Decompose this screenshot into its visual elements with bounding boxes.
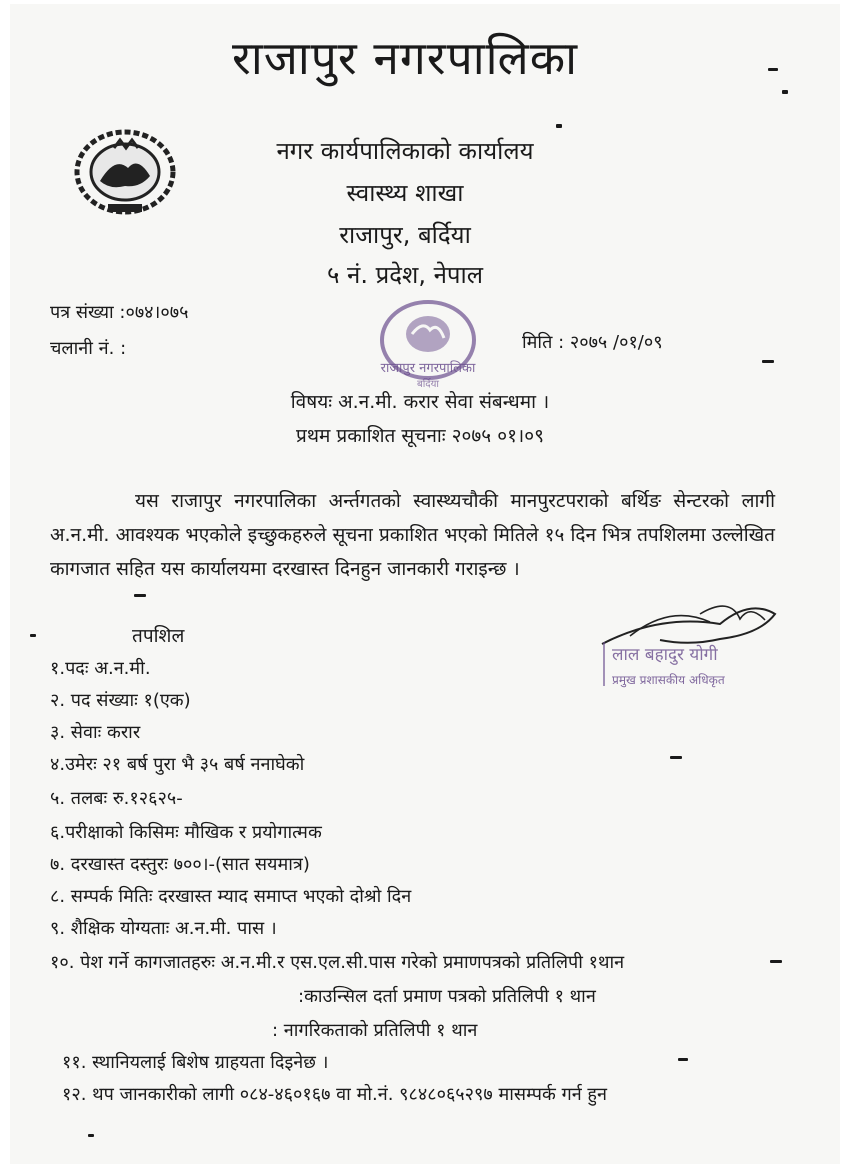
scan-speck [770, 960, 782, 963]
detail-item-continued: : नागरिकताको प्रतिलिपी १ थान [272, 1020, 478, 1041]
detail-item: ६.परीक्षाको किसिमः मौखिक र प्रयोगात्मक [50, 822, 322, 843]
signature-scribble-icon [602, 608, 775, 644]
dispatch-number: चलानी नं. : [50, 338, 127, 359]
stamp-text: राजापुर नगरपालिका [380, 361, 476, 376]
office-line: राजापुर, बर्दिया [339, 221, 471, 249]
notice-paragraph: यस राजापुर नगरपालिका अर्न्तगतको स्वास्थ्यचौकी मानपुरटपराको बर्थिङ सेन्टरको लागी अ.न.मी. आवश्यक भएकोले इच्छुकहरुले सूचना प्रकाशित भएको मितिले १५ दिन भित्र तपशिलमा उल्लेखित कागजात सहित यस कार्यालयमा दरखास्त दिनहुन जानकारी गराइन्छ । [50, 490, 775, 580]
detail-item: ११. स्थानियलाई बिशेष ग्राहयता दिइनेछ । [62, 1052, 329, 1073]
office-stamp-icon [368, 294, 488, 394]
stamp-subtext: बर्दिया [417, 379, 439, 390]
office-line: ५ नं. प्रदेश, नेपाल [326, 261, 484, 289]
details-heading: तपशिल [132, 625, 185, 647]
letter-date: मिति : २०७५ /०१/०९ [522, 332, 663, 353]
detail-item: ८. सम्पर्क मितिः दरखास्त म्याद समाप्त भएको दोश्रो दिन [50, 886, 412, 907]
detail-item: १.पदः अ.न.मी. [50, 658, 151, 679]
municipality-title: राजापुर नगरपालिका [232, 31, 578, 85]
detail-item: ३. सेवाः करार [50, 722, 141, 743]
detail-item: ४.उमेरः २१ बर्ष पुरा भै ३५ बर्ष ननाघेको [50, 754, 305, 775]
detail-item-continued: :काउन्सिल दर्ता प्रमाण पत्रको प्रतिलिपी १ थान [298, 986, 596, 1007]
scan-speck [678, 1058, 688, 1061]
scan-speck [670, 756, 682, 759]
signatory-designation: प्रमुख प्रशासकीय अधिकृत [612, 673, 725, 687]
detail-item: २. पद संख्याः १(एक) [50, 690, 191, 711]
signature-stamp [600, 594, 790, 706]
scan-speck [762, 360, 774, 363]
scan-speck [556, 124, 562, 128]
detail-item: ७. दरखास्त दस्तुरः ७००।-(सात सयमात्र) [50, 854, 310, 875]
signatory-name: लाल बहादुर योगी [612, 645, 718, 665]
document-page [10, 4, 840, 1164]
detail-item: १२. थप जानकारीको लागी ०८४-४६०१६७ वा मो.नं. ९८४८०६५२९७ मासम्पर्क गर्न हुन [62, 1084, 607, 1105]
scan-speck [768, 68, 778, 71]
detail-item: १०. पेश गर्ने कागजातहरुः अ.न.मी.र एस.एल.सी.पास गरेको प्रमाणपत्रको प्रतिलिपी १थान [50, 952, 625, 973]
office-line: नगर कार्यपालिकाको कार्यालय [276, 137, 534, 165]
scan-speck [30, 634, 36, 637]
office-line: स्वास्थ्य शाखा [346, 179, 464, 207]
letter-number: पत्र संख्या :०७४।०७५ [50, 302, 189, 323]
detail-item: ९. शैक्षिक योग्यताः अ.न.मी. पास । [50, 918, 277, 939]
detail-item: ५. तलबः रु.१२६२५- [50, 788, 183, 809]
scan-speck [134, 594, 146, 597]
subject-line: विषयः अ.न.मी. करार सेवा संबन्धमा । [290, 391, 550, 413]
scan-speck [88, 1134, 94, 1137]
scan-speck [782, 90, 788, 94]
first-publication-line: प्रथम प्रकाशित सूचनाः २०७५ ०१।०९ [296, 425, 544, 447]
